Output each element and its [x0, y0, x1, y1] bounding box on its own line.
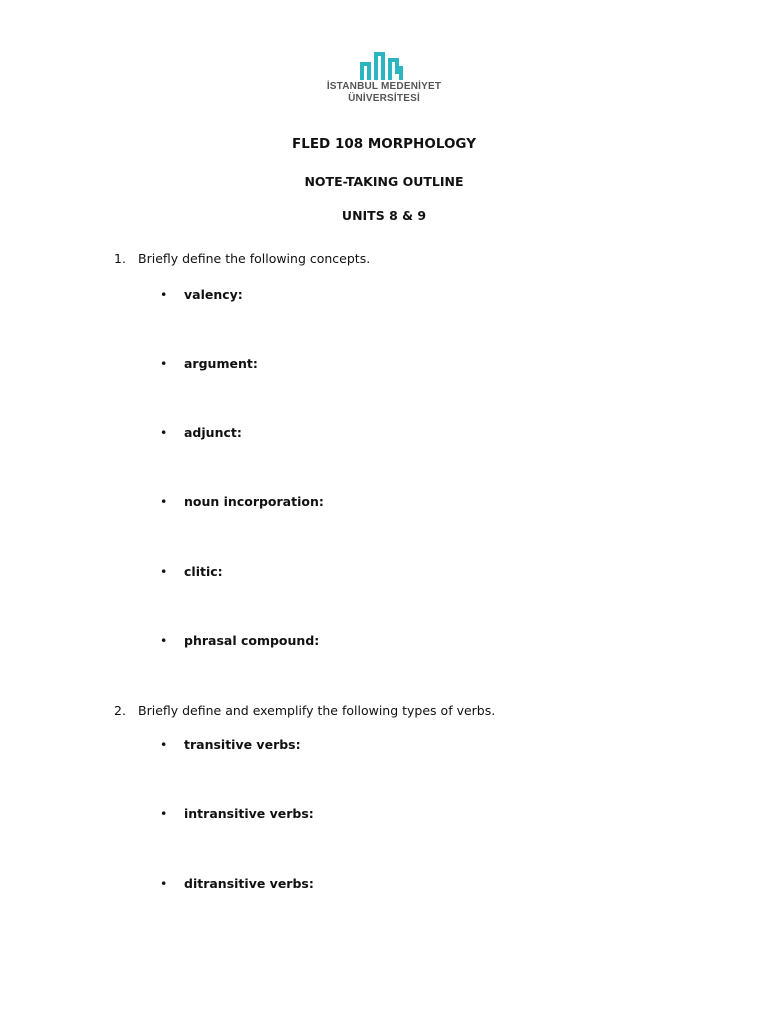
course-title: FLED 108 MORPHOLOGY: [292, 136, 476, 152]
question-2: [114, 703, 495, 718]
bullet-icon: •: [160, 876, 168, 891]
list-item-label: phrasal compound:: [184, 633, 320, 648]
bullet-icon: •: [160, 494, 168, 509]
units-heading: UNITS 8 & 9: [341, 208, 427, 223]
bullet-icon: •: [160, 356, 168, 371]
question-prompt: Briefly define the following concepts.: [138, 251, 371, 266]
list-item-label: adjunct:: [184, 425, 242, 440]
list-item: [160, 356, 258, 371]
bullet-icon: •: [160, 806, 168, 821]
list-item-label: intransitive verbs:: [184, 806, 314, 821]
list-item: [160, 806, 314, 821]
list-item: [160, 737, 301, 752]
list-item: [160, 287, 243, 302]
list-item-label: ditransitive verbs:: [184, 876, 314, 891]
question-number: 1.: [114, 251, 126, 266]
list-item-label: argument:: [184, 356, 258, 371]
list-item-label: noun incorporation:: [184, 494, 324, 509]
bullet-icon: •: [160, 287, 168, 302]
university-name-line1: İSTANBUL MEDENİYET: [326, 81, 442, 92]
university-name: [318, 81, 450, 105]
list-item-label: transitive verbs:: [184, 737, 301, 752]
bullet-icon: •: [160, 633, 168, 648]
list-item: [160, 876, 314, 891]
question-1: [114, 251, 370, 266]
university-name-line2: ÜNİVERSİTESİ: [348, 93, 420, 104]
list-item: [160, 633, 319, 648]
bullet-icon: •: [160, 425, 168, 440]
university-logo-icon: [360, 50, 404, 82]
question-number: 2.: [114, 703, 126, 718]
bullet-icon: •: [160, 564, 168, 579]
question-prompt: Briefly define and exemplify the following types of verbs.: [138, 703, 496, 718]
document-subtitle: NOTE-TAKING OUTLINE: [304, 174, 464, 189]
list-item: [160, 425, 242, 440]
list-item: [160, 494, 324, 509]
list-item-label: valency:: [184, 287, 243, 302]
bullet-icon: •: [160, 737, 168, 752]
university-logo: [318, 50, 450, 106]
list-item-label: clitic:: [184, 564, 223, 579]
list-item: [160, 564, 223, 579]
